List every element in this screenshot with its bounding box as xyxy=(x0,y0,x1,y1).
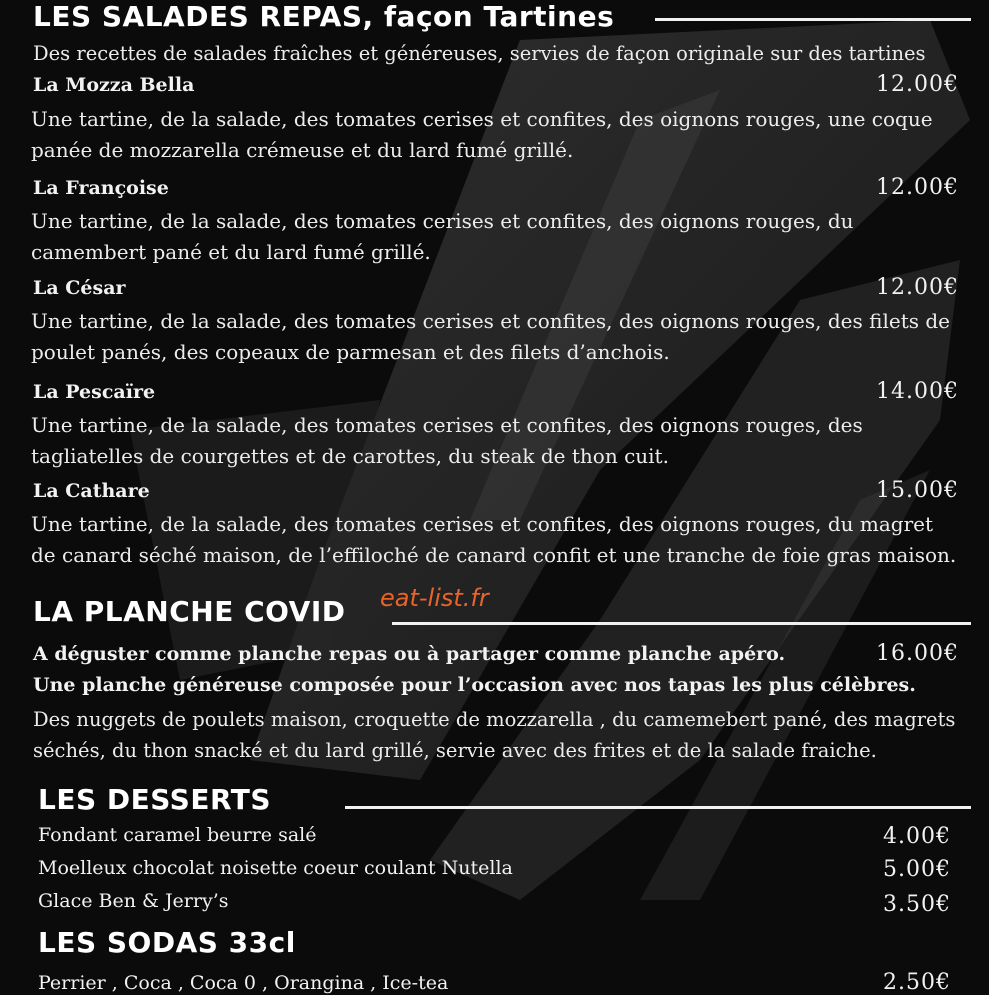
menu-item-description: Une tartine, de la salade, des tomates cerises et confites, des oignons rouges, une coque panée de mozzarella crémeuse et du lard fumé grillé. xyxy=(31,107,933,162)
menu-item-price: 15.00€ xyxy=(876,478,959,503)
menu-item-name: La Cathare xyxy=(33,480,150,502)
menu-item-name: La Françoise xyxy=(33,177,169,199)
menu-item-price: 12.00€ xyxy=(876,275,959,300)
section-title-salades: LES SALADES REPAS, façon Tartines xyxy=(33,0,615,33)
dessert-item-price: 3.50€ xyxy=(883,892,951,917)
section-rule xyxy=(392,622,971,625)
menu-item-description: Une tartine, de la salade, des tomates cerises et confites, des oignons rouges, du magret de canard séché maison, de l’effiloché de canard confit et une tranche de foie gras maison. xyxy=(31,512,957,567)
menu-item-price: 12.00€ xyxy=(876,175,959,200)
section-rule xyxy=(345,806,971,809)
menu-item-price: 14.00€ xyxy=(876,379,959,404)
dessert-item-name: Fondant caramel beurre salé xyxy=(38,824,317,846)
menu-item-description: Une tartine, de la salade, des tomates cerises et confites, des oignons rouges, des filets de poulet panés, des copeaux de parmesan et des filets d’anchois. xyxy=(31,309,950,364)
planche-subtitle: Une planche généreuse composée pour l’occasion avec nos tapas les plus célèbres. xyxy=(33,674,916,696)
menu-item-name: La Pescaïre xyxy=(33,381,156,403)
watermark: eat-list.fr xyxy=(380,584,489,612)
section-title-planche: LA PLANCHE COVID xyxy=(33,595,346,628)
dessert-item-name: Glace Ben & Jerry’s xyxy=(38,890,229,912)
salades-intro: Des recettes de salades fraîches et généreuses, servies de façon originale sur des tartines xyxy=(33,42,926,65)
section-rule xyxy=(655,18,971,21)
dessert-item-price: 5.00€ xyxy=(883,857,951,882)
menu-item-price: 12.00€ xyxy=(876,72,959,97)
menu-item-description: Une tartine, de la salade, des tomates cerises et confites, des oignons rouges, des tagliatelles de courgettes et de carottes, du steak de thon cuit. xyxy=(31,413,863,468)
dessert-item-price: 4.00€ xyxy=(883,824,951,849)
dessert-item-name: Moelleux chocolat noisette coeur coulant Nutella xyxy=(38,857,513,879)
menu-item-description: Une tartine, de la salade, des tomates cerises et confites, des oignons rouges, du camembert pané et du lard fumé grillé. xyxy=(31,209,854,264)
planche-price: 16.00€ xyxy=(876,641,959,666)
section-title-desserts: LES DESSERTS xyxy=(38,783,272,816)
planche-description: Des nuggets de poulets maison, croquette de mozzarella , du camemebert pané, des magrets séchés, du thon snacké et du lard grillé, servie avec des frites et de la salade fraiche. xyxy=(33,708,956,762)
section-title-sodas: LES SODAS 33cl xyxy=(38,926,296,959)
planche-tagline: A déguster comme planche repas ou à partager comme planche apéro. xyxy=(33,643,786,665)
menu-item-name: La César xyxy=(33,277,126,299)
soda-price: 2.50€ xyxy=(883,970,951,995)
soda-items: Perrier , Coca , Coca 0 , Orangina , Ice-tea xyxy=(38,972,449,994)
menu-item-name: La Mozza Bella xyxy=(33,74,195,96)
